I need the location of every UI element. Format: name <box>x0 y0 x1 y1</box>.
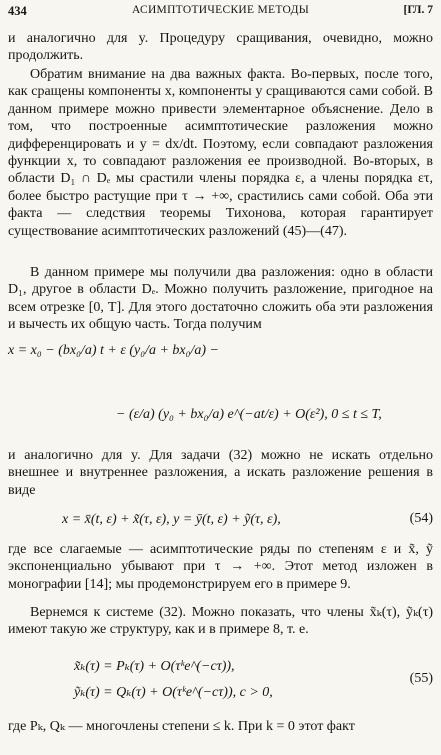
equation-55-line-1: x̃ₖ(τ) = Pₖ(τ) + O(τᵏe^(−cτ)), <box>74 659 235 674</box>
equation-54-number: (54) <box>409 511 433 526</box>
paragraph-2: Обратим внимание на два важных факта. Во-первых, после того, как сращены компоненты x, компоненты y сращиваются сами собой. В данном примере можно привести элементарное объяснение. Дело в том, что построенные асимптотические разложения можно дифференцировать и y = dx/dt. Поэтому, если совпадают разложения функции x, то совпадают разложения ее производной. Во-вторых, в области D₁ ∩ Dₑ мы срастили члены порядка ε, а члены порядка ετ, более быстро растущие при τ → +∞, срастились сами собой. Оба эти факта — следствия теоремы Тихонова, которая гарантирует существование асимптотических разложений (45)—(47). <box>8 67 433 239</box>
equation-55-line-2: ỹₖ(τ) = Qₖ(τ) + O(τᵏe^(−cτ)), c > 0, <box>74 685 273 700</box>
page-number: 434 <box>8 4 27 18</box>
equation-matched-line-1: x = x₀ − (bx₀/a) t + ε (y₀/a + bx₀/a) − <box>8 343 219 358</box>
paragraph-6: Вернемся к системе (32). Можно показать, что члены x̃ₖ(τ), ỹₖ(τ) имеют такую же структуру, как и в примере 8, т. е. <box>8 605 433 638</box>
paragraph-5: где все слагаемые — асимптотические ряды по степеням ε и x̃, ỹ экспоненциально убывают при τ → +∞. Этот метод изложен в монографии [14]; мы продемонстрируем его в примере 9. <box>8 542 433 592</box>
equation-matched-line-2: − (ε/a) (y₀ + bx₀/a) e^(−at/ε) + O(ε²), 0 ≤ t ≤ T, <box>116 407 382 422</box>
page-header <box>8 4 433 24</box>
equation-55-number: (55) <box>409 671 433 686</box>
paragraph-1: и аналогично для y. Процедуру сращивания, очевидно, можно продолжить. <box>8 31 433 64</box>
chapter-label: [ГЛ. 7 <box>403 4 433 16</box>
equation-54: x = x̄(t, ε) + x̃(τ, ε), y = ȳ(t, ε) + ỹ(τ, ε), <box>62 512 281 527</box>
paragraph-3: В данном примере мы получили два разложения: одно в области D₁, другое в области Dₑ. Можно получить разложение, пригодное на всем отрезке [0, T]. Для этого достаточно сложить оба эти разложения и вычесть их общую часть. Тогда получим <box>8 265 433 333</box>
running-title: АСИМПТОТИЧЕСКИЕ МЕТОДЫ <box>131 4 310 16</box>
paragraph-4: и аналогично для y. Для задачи (32) можно не искать отдельно внешнее и внутреннее разложения, а искать разложение решения в виде <box>8 448 433 498</box>
paragraph-7: где Pₖ, Qₖ — многочлены степени ≤ k. При k = 0 этот факт <box>8 719 355 734</box>
